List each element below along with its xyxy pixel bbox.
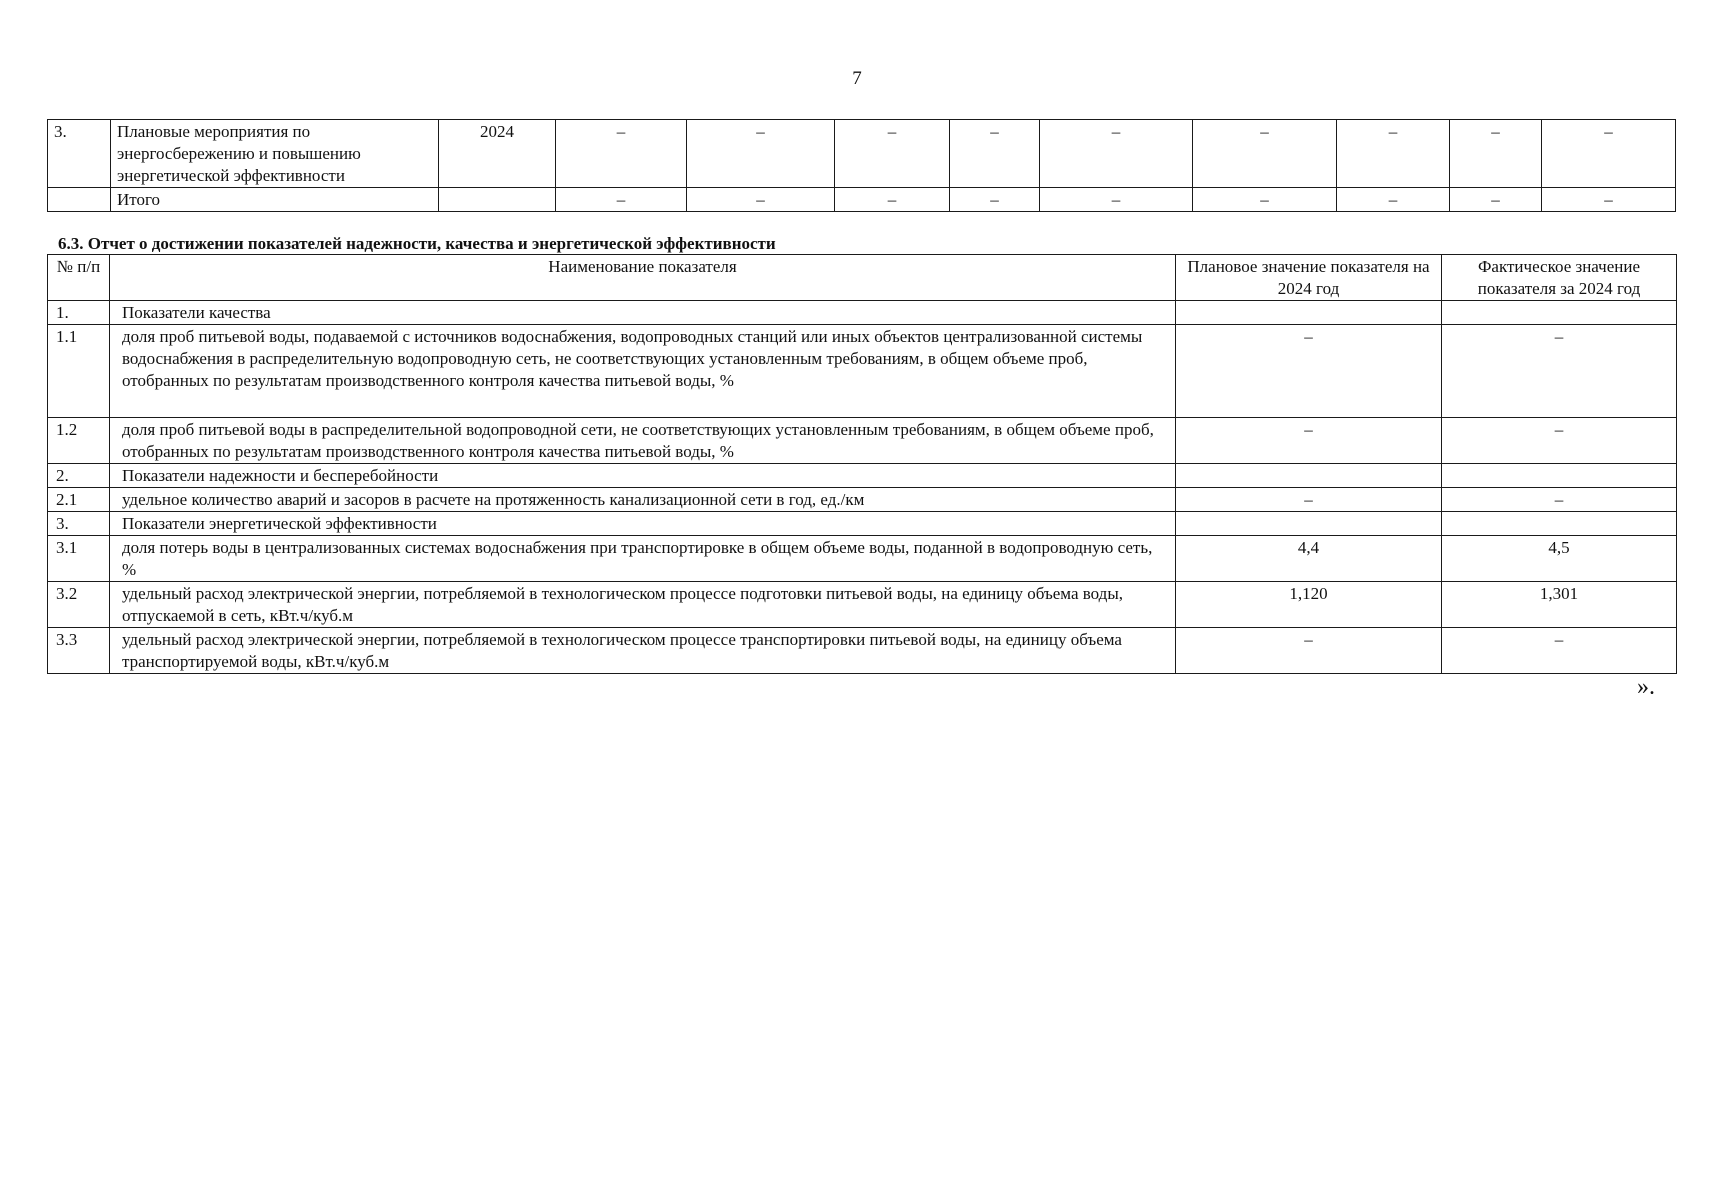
cell-value: – bbox=[1542, 120, 1676, 188]
table-row bbox=[48, 512, 1677, 536]
row-fact bbox=[1442, 301, 1677, 325]
row-fact: – bbox=[1442, 325, 1677, 418]
row-name: Показатели надежности и бесперебойности bbox=[110, 464, 1176, 488]
header-name: Наименование показателя bbox=[110, 255, 1176, 301]
row-name: удельное количество аварий и засоров в расчете на протяженность канализационной сети в год, ед./км bbox=[110, 488, 1176, 512]
row-plan bbox=[1176, 512, 1442, 536]
table-row bbox=[48, 418, 1677, 464]
row-plan: 1,120 bbox=[1176, 582, 1442, 628]
row-fact: – bbox=[1442, 628, 1677, 674]
row-name: доля проб питьевой воды в распределительной водопроводной сети, не соответствующих установленным требованиям, в общем объеме проб, отобранных по результатам производственного контроля качества питьевой воды, % bbox=[110, 418, 1176, 464]
row-number: 2. bbox=[48, 464, 110, 488]
cell-value: – bbox=[1450, 188, 1542, 212]
row-number: 2.1 bbox=[48, 488, 110, 512]
table-row bbox=[48, 464, 1677, 488]
cell-value: – bbox=[1337, 188, 1450, 212]
row-name: Плановые мероприятия по энергосбережению и повышению энергетической эффективности bbox=[111, 120, 439, 188]
cell-value: – bbox=[1450, 120, 1542, 188]
row-name: доля потерь воды в централизованных системах водоснабжения при транспортировке в общем объеме воды, поданной в водопроводную сеть, % bbox=[110, 536, 1176, 582]
row-fact: 1,301 bbox=[1442, 582, 1677, 628]
row-fact: – bbox=[1442, 418, 1677, 464]
cell-value: – bbox=[556, 188, 687, 212]
row-plan bbox=[1176, 464, 1442, 488]
row-fact bbox=[1442, 512, 1677, 536]
table-row bbox=[48, 628, 1677, 674]
cell-value: – bbox=[1040, 120, 1193, 188]
cell-value: – bbox=[950, 120, 1040, 188]
row-year bbox=[439, 188, 556, 212]
table-row bbox=[48, 301, 1677, 325]
header-fact: Фактическое значение показателя за 2024 год bbox=[1442, 255, 1677, 301]
closing-quote-mark: ». bbox=[1637, 674, 1655, 700]
cell-value: – bbox=[950, 188, 1040, 212]
row-number: 1.2 bbox=[48, 418, 110, 464]
row-plan: – bbox=[1176, 628, 1442, 674]
row-number: 3.2 bbox=[48, 582, 110, 628]
cell-value: – bbox=[1193, 120, 1337, 188]
row-number: 3. bbox=[48, 512, 110, 536]
cell-value: – bbox=[1542, 188, 1676, 212]
cell-value: – bbox=[687, 188, 835, 212]
row-year: 2024 bbox=[439, 120, 556, 188]
indicators-table bbox=[47, 254, 1677, 674]
page-number: 7 bbox=[852, 68, 862, 89]
row-number bbox=[48, 188, 111, 212]
row-name: удельный расход электрической энергии, потребляемой в технологическом процессе подготовки питьевой воды, на единицу объема воды, отпускаемой в сеть, кВт.ч/куб.м bbox=[110, 582, 1176, 628]
row-number: 1.1 bbox=[48, 325, 110, 418]
row-number: 3.1 bbox=[48, 536, 110, 582]
cell-value: – bbox=[835, 188, 950, 212]
row-name: Показатели качества bbox=[110, 301, 1176, 325]
row-plan: – bbox=[1176, 488, 1442, 512]
measures-table bbox=[47, 119, 1676, 212]
cell-value: – bbox=[1337, 120, 1450, 188]
table-row bbox=[48, 188, 1676, 212]
cell-value: – bbox=[687, 120, 835, 188]
row-name: Итого bbox=[111, 188, 439, 212]
table-row bbox=[48, 536, 1677, 582]
cell-value: – bbox=[556, 120, 687, 188]
row-name: удельный расход электрической энергии, потребляемой в технологическом процессе транспортировки питьевой воды, на единицу объема транспортируемой воды, кВт.ч/куб.м bbox=[110, 628, 1176, 674]
row-name: доля проб питьевой воды, подаваемой с источников водоснабжения, водопроводных станций или иных объектов централизованной системы водоснабжения в распределительную водопроводную сеть, не соответствующих установленным требованиям, в общем объеме проб, отобранных по результатам производственного контроля качества питьевой воды, % bbox=[110, 325, 1176, 418]
row-number: 1. bbox=[48, 301, 110, 325]
section-title: 6.3. Отчет о достижении показателей надежности, качества и энергетической эффективности bbox=[58, 234, 776, 253]
row-fact: 4,5 bbox=[1442, 536, 1677, 582]
row-plan: – bbox=[1176, 418, 1442, 464]
cell-value: – bbox=[1040, 188, 1193, 212]
cell-value: – bbox=[835, 120, 950, 188]
row-plan: – bbox=[1176, 325, 1442, 418]
table-row bbox=[48, 582, 1677, 628]
table-row bbox=[48, 120, 1676, 188]
row-plan: 4,4 bbox=[1176, 536, 1442, 582]
row-fact bbox=[1442, 464, 1677, 488]
table-header-row bbox=[48, 255, 1677, 301]
cell-value: – bbox=[1193, 188, 1337, 212]
header-number: № п/п bbox=[48, 255, 110, 301]
header-plan: Плановое значение показателя на 2024 год bbox=[1176, 255, 1442, 301]
row-number: 3.3 bbox=[48, 628, 110, 674]
row-fact: – bbox=[1442, 488, 1677, 512]
row-name: Показатели энергетической эффективности bbox=[110, 512, 1176, 536]
table-row bbox=[48, 488, 1677, 512]
row-number: 3. bbox=[48, 120, 111, 188]
table-row bbox=[48, 325, 1677, 418]
row-plan bbox=[1176, 301, 1442, 325]
